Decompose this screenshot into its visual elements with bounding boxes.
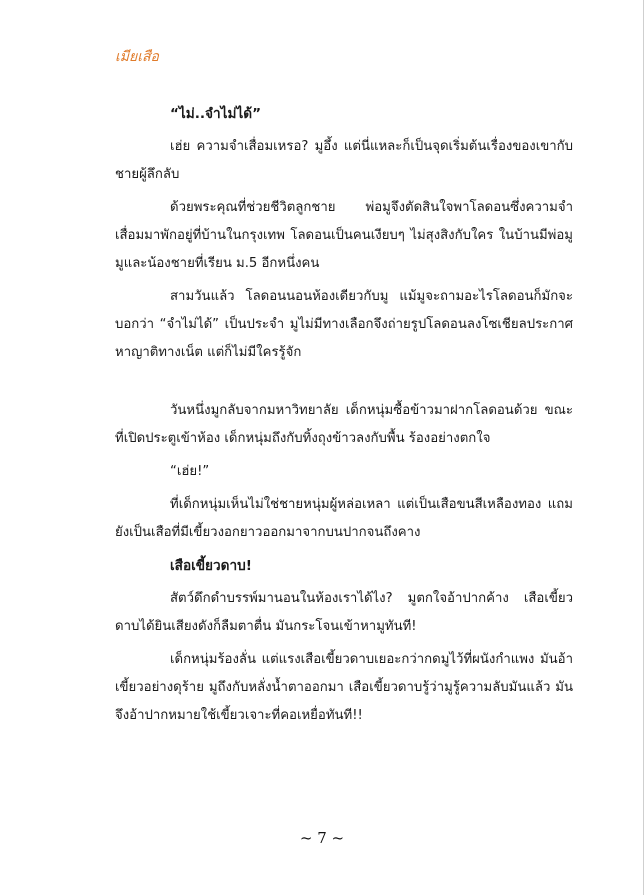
paragraph: สามวันแล้ว โลดอนนอนห้องเดียวกับมู แม้มูจะถามอะไรโลดอนก็มักจะบอกว่า “จำไม่ได้” เป็นประจำ มูไม่มีทางเลือกจึงถ่ายรูปโลดอนลงโซเชียลประกาศหาญาติทางเน็ต แต่ก็ไม่มีใครรู้จัก: [115, 289, 573, 360]
dialogue-line: “ไม่..จำไม่ได้”: [170, 106, 262, 122]
emphasis-line: เสือเขี้ยวดาบ!: [170, 558, 252, 574]
paragraph: สัตว์ดึกดำบรรพ์มานอนในห้องเราได้ไง? มูตกใจอ้าปากค้าง เสือเขี้ยวดาบได้ยินเสียงดังก็ลืมตาตื่น มันกระโจนเข้าหามูทันที!: [115, 591, 573, 634]
paragraph: ที่เด็กหนุ่มเห็นไม่ใช่ชายหนุ่มผู้หล่อเหลา แต่เป็นเสือขนสีเหลืองทอง แถมยังเป็นเสือที่มีเขี้ยวงอกยาวออกมาจากบนปากจนถึงคาง: [115, 497, 573, 540]
paragraph: เด็กหนุ่มร้องลั่น แต่แรงเสือเขี้ยวดาบเยอะกว่ากดมูไว้ที่ผนังกำแพง มันอ้าเขี้ยวอย่างดุร้าย มูถึงกับหลั่งน้ำตาออกมา เสือเขี้ยวดาบรู้ว่ามูรู้ความลับมันแล้ว มันจึงอ้าปากหมายใช้เขี้ยวเจาะที่คอเหยื่อทันที!!: [115, 652, 573, 723]
page-number: ~ 7 ~: [299, 829, 345, 847]
running-header-title: เมียเสือ: [115, 49, 159, 65]
paragraph: วันหนึ่งมูกลับจากมหาวิทยาลัย เด็กหนุ่มซื้อข้าวมาฝากโลดอนด้วย ขณะที่เปิดประตูเข้าห้อง เด็กหนุ่มถึงกับทิ้งถุงข้าวลงกับพื้น ร้องอย่างตกใจ: [115, 403, 573, 446]
paragraph: ด้วยพระคุณที่ช่วยชีวิตลูกชาย พ่อมูจึงตัดสินใจพาโลดอนซึ่งความจำเสื่อมมาพักอยู่ที่บ้านในกรุงเทพ โลดอนเป็นคนเงียบๆ ไม่สุงสิงกับใคร ในบ้านมีพ่อมู มูและน้องชายที่เรียน ม.5 อีกหนึ่งคน: [115, 200, 573, 271]
dialogue-line: “เฮ่ย!”: [170, 464, 210, 479]
body-text: [115, 100, 573, 735]
paragraph: เฮ่ย ความจำเสื่อมเหรอ? มูอึ้ง แต่นี่แหละก็เป็นจุดเริ่มต้นเรื่องของเขากับชายผู้ลึกลับ: [115, 139, 573, 182]
